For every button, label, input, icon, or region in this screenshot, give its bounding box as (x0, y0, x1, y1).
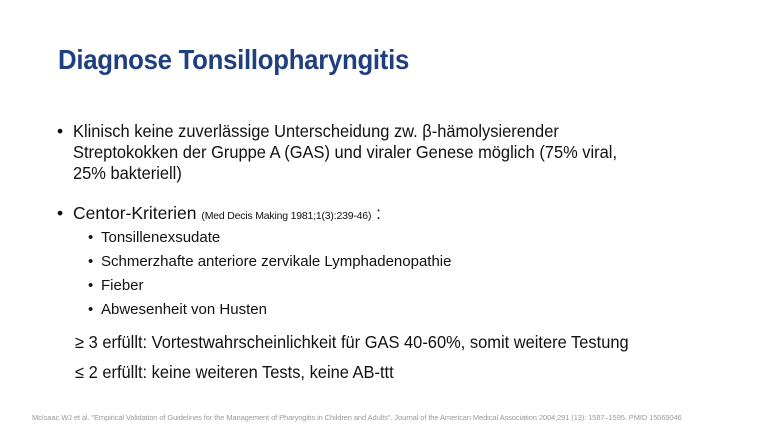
criterion-text: Tonsillenexsudate (101, 229, 221, 246)
slide-title: Diagnose Tonsillopharyngitis (58, 44, 410, 75)
criterion-text: Fieber (101, 277, 144, 294)
sub-bullet-marker: • (88, 301, 94, 318)
reference-footer: McIsaac WJ et al. "Empirical Validation of Guidelines for the Management of Pharyngitis in Children and Adults". Journal of the American Medical Association 2004;291 (13): 1587–1595. PMID 15069046 (32, 413, 682, 422)
sub-bullet-marker: • (88, 253, 94, 270)
condition-three-or-more: ≥ 3 erfüllt: Vortestwahrscheinlichkeit für GAS 40-60%, somit weitere Testung (75, 332, 629, 352)
sub-bullet-marker: • (88, 277, 94, 294)
bullet-marker: • (57, 121, 64, 141)
bullet-text (73, 121, 652, 184)
bullet-line: Streptokokken der Gruppe A (GAS) und viraler Genese möglich (75% viral, (73, 142, 618, 162)
bullet-text (73, 203, 381, 227)
centor-colon: : (376, 203, 381, 223)
bullet-line: Klinisch keine zuverlässige Unterscheidung zw. β-hämolysierender (73, 121, 559, 141)
centor-source: (Med Decis Making 1981;1(3):239-46) (201, 210, 372, 222)
condition-two-or-less: ≤ 2 erfüllt: keine weiteren Tests, keine AB-ttt (75, 362, 394, 382)
centor-label: Centor-Kriterien (73, 203, 197, 223)
bullet-line: 25% bakteriell) (73, 163, 182, 183)
criterion-text: Abwesenheit von Husten (101, 301, 267, 318)
criterion-text: Schmerzhafte anteriore zervikale Lymphadenopathie (101, 253, 452, 270)
sub-bullet-marker: • (88, 229, 94, 246)
bullet-marker: • (57, 203, 64, 223)
